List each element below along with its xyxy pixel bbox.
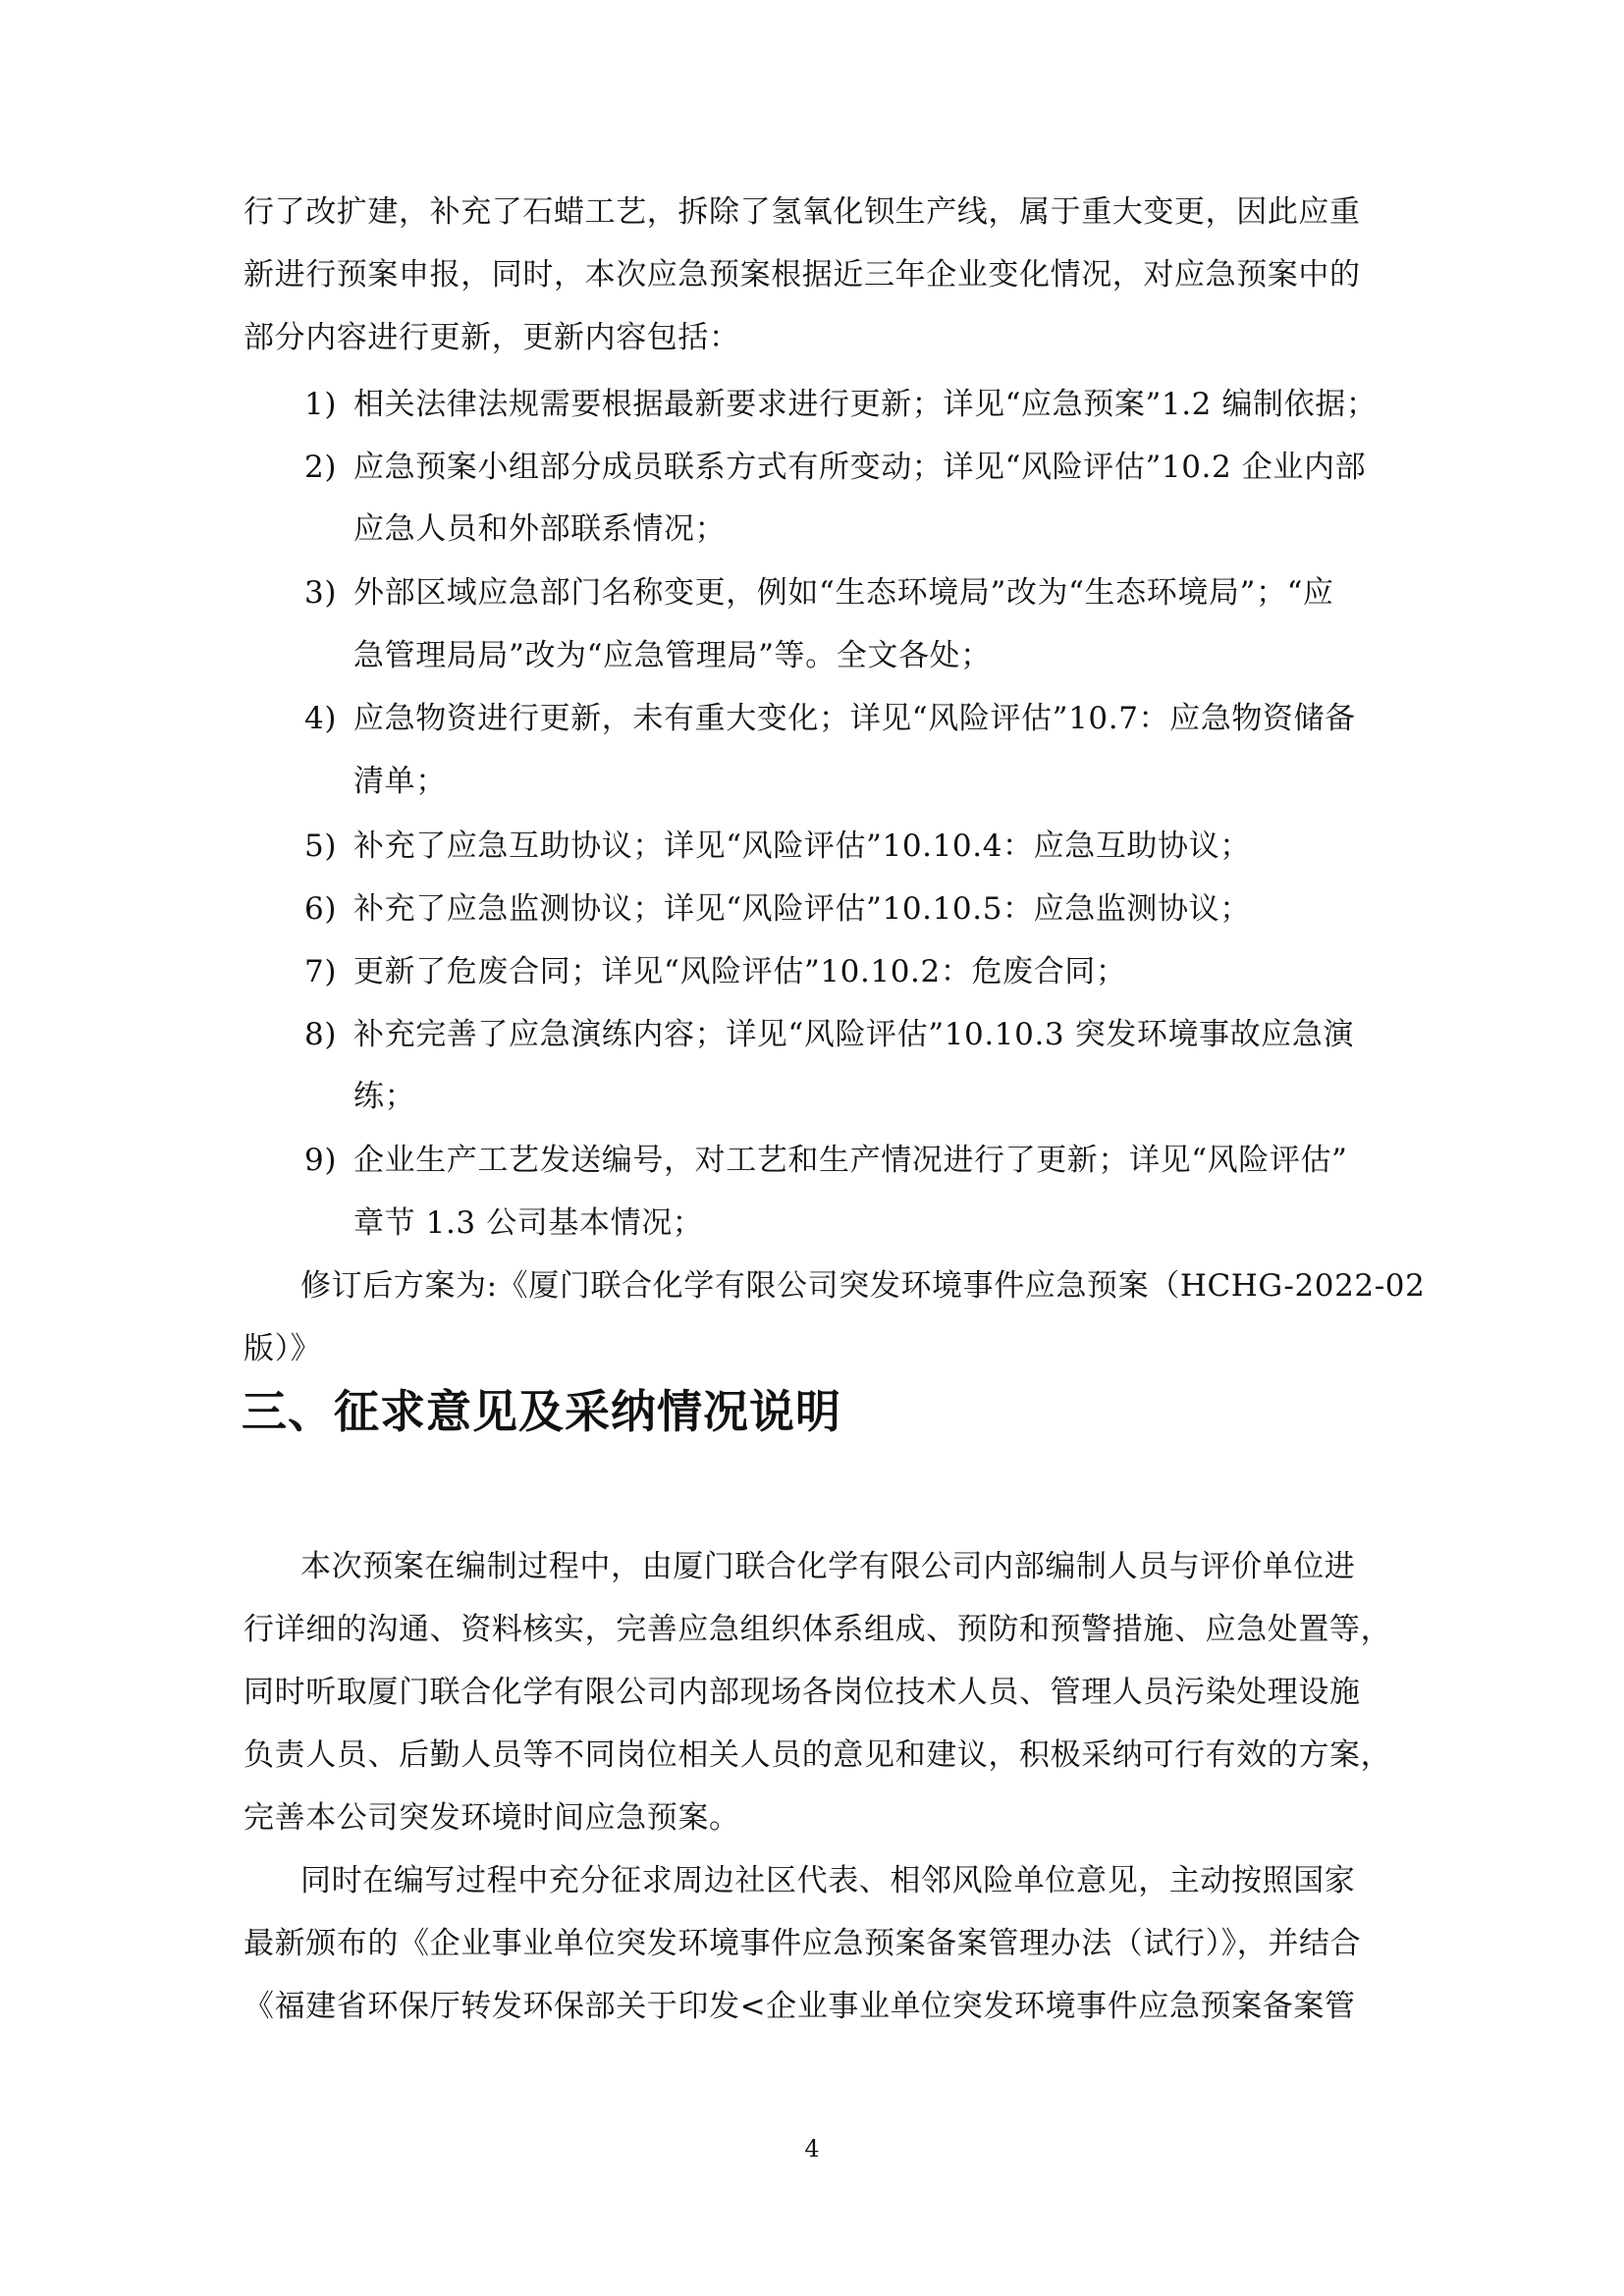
list-item-number: 8) bbox=[304, 1017, 338, 1052]
list-item-number: 3) bbox=[304, 575, 338, 611]
paragraph-line: 完善本公司突发环境时间应急预案。 bbox=[244, 1800, 740, 1836]
list-item bbox=[304, 448, 1434, 487]
list-item bbox=[304, 889, 1434, 929]
intro-line: 新进行预案申报，同时，本次应急预案根据近三年企业变化情况，对应急预案中的 bbox=[244, 257, 1361, 293]
list-item-number: 4) bbox=[304, 701, 338, 736]
paragraph-line: 《福建省环保厅转发环保部关于印发<企业事业单位突发环境事件应急预案备案管 bbox=[244, 1989, 1356, 2024]
list-item bbox=[304, 699, 1434, 738]
list-item bbox=[304, 385, 1434, 424]
list-item-number: 1) bbox=[304, 387, 338, 422]
list-item-text: 外部区域应急部门名称变更，例如“生态环境局”改为“生态环境局”；“应 bbox=[353, 575, 1334, 611]
list-item bbox=[304, 573, 1434, 613]
list-item-text: 补充了应急监测协议；详见“风险评估”10.10.5：应急监测协议； bbox=[353, 891, 1251, 927]
list-item bbox=[304, 827, 1434, 866]
paragraph-line: 行详细的沟通、资料核实，完善应急组织体系组成、预防和预警措施、应急处置等， bbox=[244, 1612, 1392, 1647]
list-item-text: 相关法律法规需要根据最新要求进行更新；详见“应急预案”1.2 编制依据； bbox=[353, 387, 1378, 422]
section-heading: 三、征求意见及采纳情况说明 bbox=[242, 1385, 841, 1438]
paragraph-line: 最新颁布的《企业事业单位突发环境事件应急预案备案管理办法（试行）》，并结合 bbox=[244, 1926, 1362, 1961]
paragraph-line: 同时听取厦门联合化学有限公司内部现场各岗位技术人员、管理人员污染处理设施 bbox=[244, 1675, 1361, 1710]
revised-plan-line: 修订后方案为:《厦门联合化学有限公司突发环境事件应急预案（HCHG-2022-02 bbox=[300, 1268, 1426, 1304]
list-item-text: 应急预案小组部分成员联系方式有所变动；详见“风险评估”10.2 企业内部 bbox=[353, 450, 1367, 485]
list-item-text: 应急物资进行更新，未有重大变化；详见“风险评估”10.7：应急物资储备 bbox=[353, 701, 1356, 736]
list-item-number: 9) bbox=[304, 1143, 338, 1178]
list-item-number: 6) bbox=[304, 891, 338, 927]
paragraph-line: 负责人员、后勤人员等不同岗位相关人员的意见和建议，积极采纳可行有效的方案， bbox=[244, 1737, 1392, 1773]
page-number: 4 bbox=[804, 2135, 820, 2163]
list-item-text: 补充完善了应急演练内容；详见“风险评估”10.10.3 突发环境事故应急演 bbox=[353, 1017, 1355, 1052]
list-item-number: 2) bbox=[304, 450, 338, 485]
list-item-continuation: 章节 1.3 公司基本情况； bbox=[353, 1205, 704, 1241]
list-item-number: 5) bbox=[304, 828, 338, 864]
list-item-continuation: 应急人员和外部联系情况； bbox=[353, 511, 727, 547]
list-item-continuation: 练； bbox=[353, 1079, 416, 1114]
list-item bbox=[304, 1141, 1434, 1180]
revised-plan-line: 版）》 bbox=[244, 1331, 322, 1366]
list-item bbox=[304, 1015, 1434, 1054]
list-item-text: 更新了危废合同；详见“风险评估”10.10.2：危废合同； bbox=[353, 954, 1127, 989]
paragraph-line: 本次预案在编制过程中，由厦门联合化学有限公司内部编制人员与评价单位进 bbox=[300, 1549, 1356, 1584]
list-item-continuation: 急管理局局”改为“应急管理局”等。全文各处； bbox=[353, 638, 992, 673]
intro-line: 行了改扩建，补充了石蜡工艺，拆除了氢氧化钡生产线，属于重大变更，因此应重 bbox=[244, 194, 1361, 230]
list-item-text: 补充了应急互助协议；详见“风险评估”10.10.4：应急互助协议； bbox=[353, 828, 1251, 864]
paragraph-line: 同时在编写过程中充分征求周边社区代表、相邻风险单位意见，主动按照国家 bbox=[300, 1863, 1356, 1898]
list-item-continuation: 清单； bbox=[353, 764, 447, 799]
list-item bbox=[304, 952, 1434, 991]
list-item-text: 企业生产工艺发送编号，对工艺和生产情况进行了更新；详见“风险评估” bbox=[353, 1143, 1348, 1178]
intro-line: 部分内容进行更新，更新内容包括： bbox=[244, 320, 740, 355]
list-item-number: 7) bbox=[304, 954, 338, 989]
